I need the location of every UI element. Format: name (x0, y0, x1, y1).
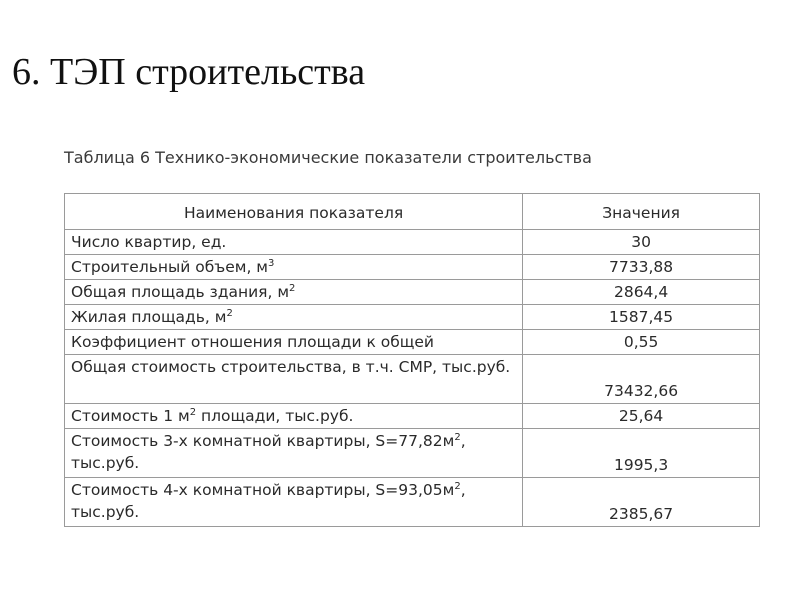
row-value: 73432,66 (523, 355, 760, 404)
table-row (65, 280, 760, 305)
row-name: Коэффициент отношения площади к общей (65, 330, 523, 355)
table-row (65, 355, 760, 404)
table-row (65, 404, 760, 429)
row-value: 2385,67 (523, 478, 760, 527)
row-value: 2864,4 (523, 280, 760, 305)
row-value: 0,55 (523, 330, 760, 355)
row-name: Стоимость 1 $м^2$ площади, тыс.руб. (65, 404, 523, 429)
table-row (65, 478, 760, 527)
row-name: Общая площадь здания, $м^2$ (65, 280, 523, 305)
page-title: 6. ТЭП строительства (12, 51, 366, 93)
table-row (65, 429, 760, 478)
row-name: Строительный объем, $м^3$ (65, 255, 523, 280)
row-value: 25,64 (523, 404, 760, 429)
row-name: Стоимость 3-х комнатной квартиры, $S=77,82м^2$, тыс.руб. (65, 429, 523, 478)
table-row (65, 230, 760, 255)
row-name: Жилая площадь, $м^2$ (65, 305, 523, 330)
table-header-row (65, 194, 760, 230)
table-row (65, 255, 760, 280)
header-value: Значения (523, 194, 760, 230)
row-name: Общая стоимость строительства, в т.ч. СМР, тыс.руб. (65, 355, 523, 404)
row-name: Стоимость 4-х комнатной квартиры, $S=93,05м^2$, тыс.руб. (65, 478, 523, 527)
row-value: 1995,3 (523, 429, 760, 478)
header-name: Наименования показателя (65, 194, 523, 230)
row-value: 30 (523, 230, 760, 255)
row-value: 7733,88 (523, 255, 760, 280)
table-row (65, 305, 760, 330)
table-caption: Таблица 6 Технико-экономические показатели строительства (64, 148, 592, 167)
table-row (65, 330, 760, 355)
row-name: Число квартир, ед. (65, 230, 523, 255)
tep-table (64, 193, 760, 527)
row-value: 1587,45 (523, 305, 760, 330)
